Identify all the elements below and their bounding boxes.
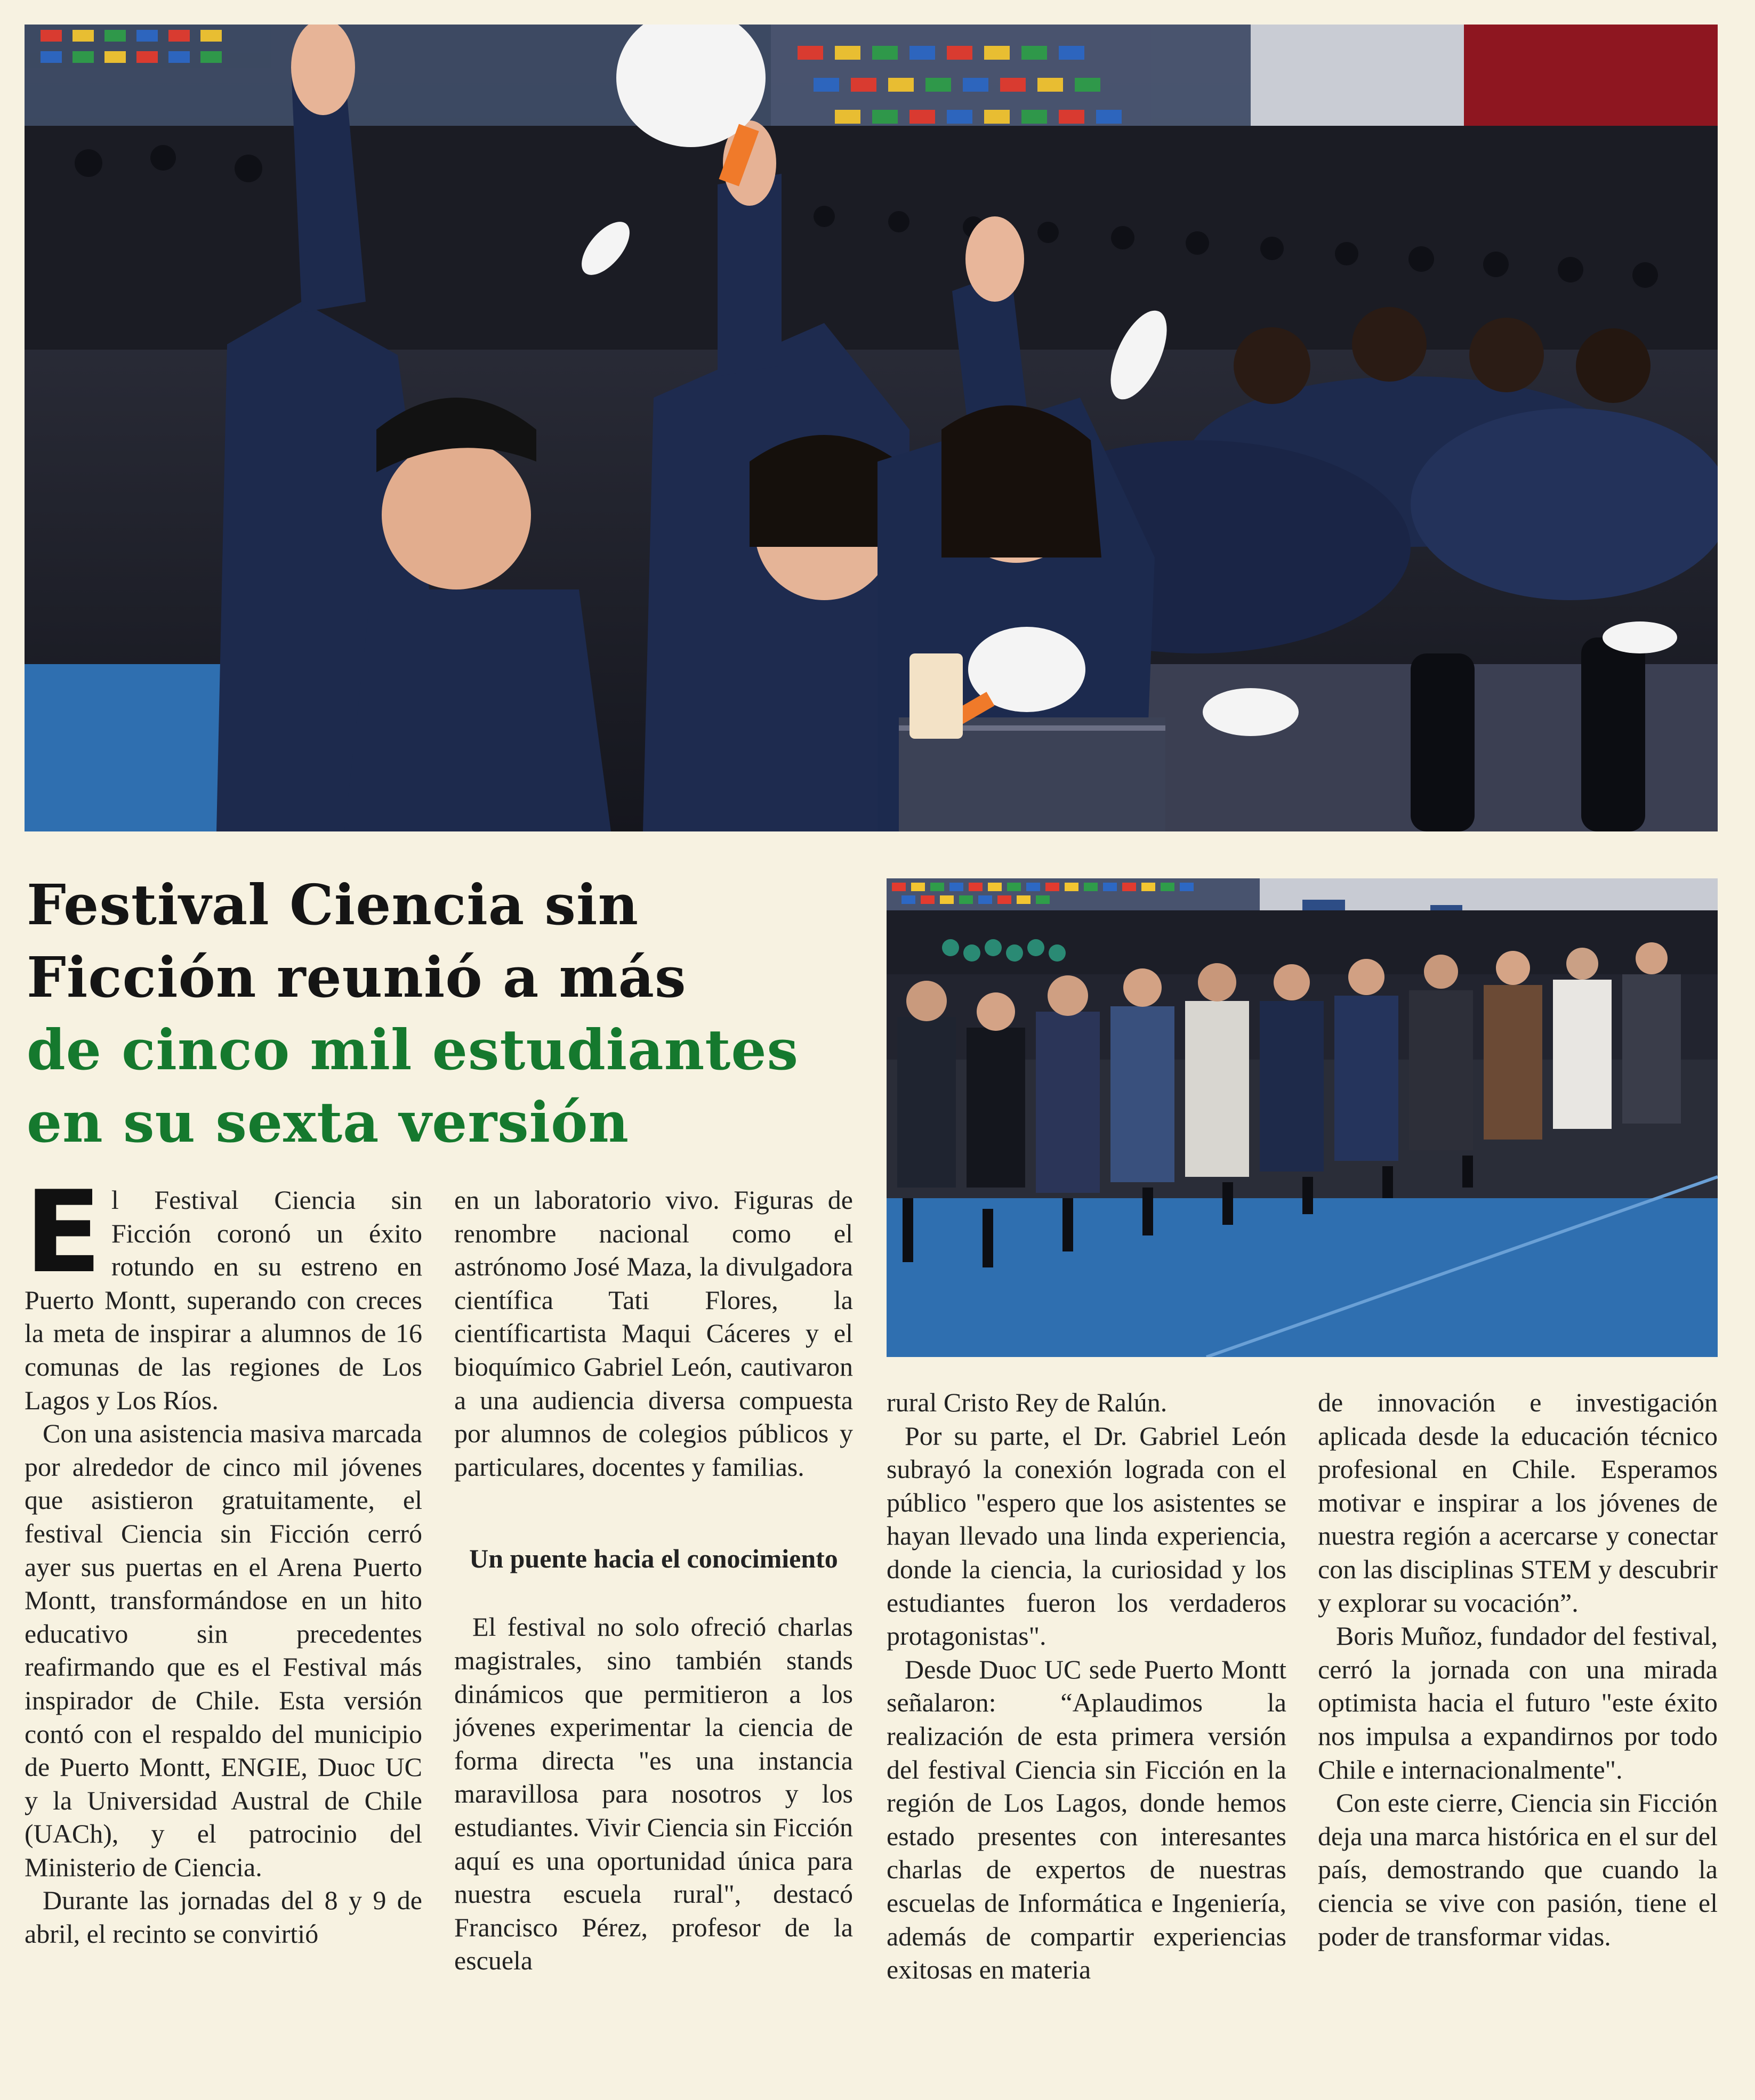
- article-column-3: [887, 1386, 1286, 1986]
- article-paragraph: Con una asistencia masiva marcada por alrededor de cinco mil jóvenes que asistieron gratuitamente, el festival Ciencia sin Ficción cerró ayer sus puertas en el Arena Puerto Montt, transformándose en un hito educativo sin precedentes reafirmando que es el Festival más inspirador de Chile. Esta versión contó con el respaldo del municipio de Puerto Montt, ENGIE, Duoc UC y la Universidad Austral de Chile (UACh), y el patrocinio del Ministerio de Ciencia.: [25, 1418, 422, 1882]
- article-paragraph: El festival no solo ofreció charlas magistrales, sino también stands dinámicos que permitieron a los jóvenes experimentar la ciencia de forma directa "es una instancia maravillosa para nosotros y los estudiantes. Vivir Ciencia sin Ficción aquí es una oportunidad única para nuestra escuela rural", destacó Francisco Pérez, profesor de la escuela: [454, 1612, 853, 1976]
- juice-box: [909, 653, 963, 739]
- headline-line-4: en su sexta versión: [27, 1089, 630, 1155]
- headline-line-2: Ficción reunió a más: [27, 944, 687, 1010]
- students-cheering-photo: [25, 25, 1718, 831]
- article-paragraph: Boris Muñoz, fundador del festival, cerró la jornada con una mirada optimista hacia el futuro "este éxito nos impulsa a expandirnos por todo Chile e internacionalmente".: [1318, 1621, 1718, 1784]
- seated-audience-photo: [887, 878, 1718, 1357]
- article-paragraph: Con este cierre, Ciencia sin Ficción deja una marca histórica en el sur del país, demostrando que cuando la ciencia se vive con pasión, tiene el poder de transformar vidas.: [1318, 1788, 1718, 1951]
- article-paragraph: de innovación e investigación aplicada desde la educación técnico profesional en Chile. Esperamos motivar e inspirar a los jóvenes de nuestra región a acercarse y conectar con las disciplinas STEM y descubrir y explorar su vocación”.: [1318, 1387, 1718, 1618]
- article-paragraph: Desde Duoc UC sede Puerto Montt señalaron: “Aplaudimos la realización de esta primera versión del festival Ciencia sin Ficción en la región de Los Lagos, donde hemos estado presentes con interesantes charlas de expertos de nuestras escuelas de Informática e Ingeniería, además de compartir experiencias exitosas en materia: [887, 1654, 1286, 1985]
- article-paragraph: [25, 1166, 422, 1417]
- article-column-4: [1318, 1386, 1718, 1953]
- article-column-1: [25, 1166, 422, 1951]
- students-cheering-illustration: [25, 25, 1718, 831]
- drop-cap: E: [25, 1166, 102, 1298]
- article-paragraph: rural Cristo Rey de Ralún.: [887, 1387, 1168, 1417]
- paragraph-text: l Festival Ciencia sin Ficción coronó un éxito rotundo en su estreno en Puerto Montt, superando con creces la meta de inspirar a alumnos de 16 comunas de las regiones de Los Lagos y Los Ríos.: [25, 1185, 422, 1415]
- seated-audience-illustration: [887, 878, 1718, 1357]
- headline-line-3: de cinco mil estudiantes: [27, 1017, 799, 1083]
- article-paragraph: Por su parte, el Dr. Gabriel León subrayó la conexión lograda con el público "espero que los asistentes se hayan llevado una linda experiencia, donde la ciencia, la curiosidad y los estudiantes fueron los verdaderos protagonistas".: [887, 1420, 1286, 1651]
- section-subheading: Un puente hacia el conocimiento: [469, 1544, 838, 1574]
- headline-line-1: Festival Ciencia sin: [27, 872, 639, 938]
- article-paragraph: Durante las jornadas del 8 y 9 de abril, el recinto se convirtió: [25, 1885, 422, 1949]
- article-headline: [27, 869, 858, 1159]
- article-column-2: [454, 1183, 853, 1977]
- article-paragraph: en un laboratorio vivo. Figuras de renombre nacional como el astrónomo José Maza, la divulgadora científica Tati Flores, la científicartista Maqui Cáceres y el bioquímico Gabriel León, cautivaron a una audiencia diversa compuesta por alumnos de colegios públicos y particulares, docentes y familias.: [454, 1185, 853, 1482]
